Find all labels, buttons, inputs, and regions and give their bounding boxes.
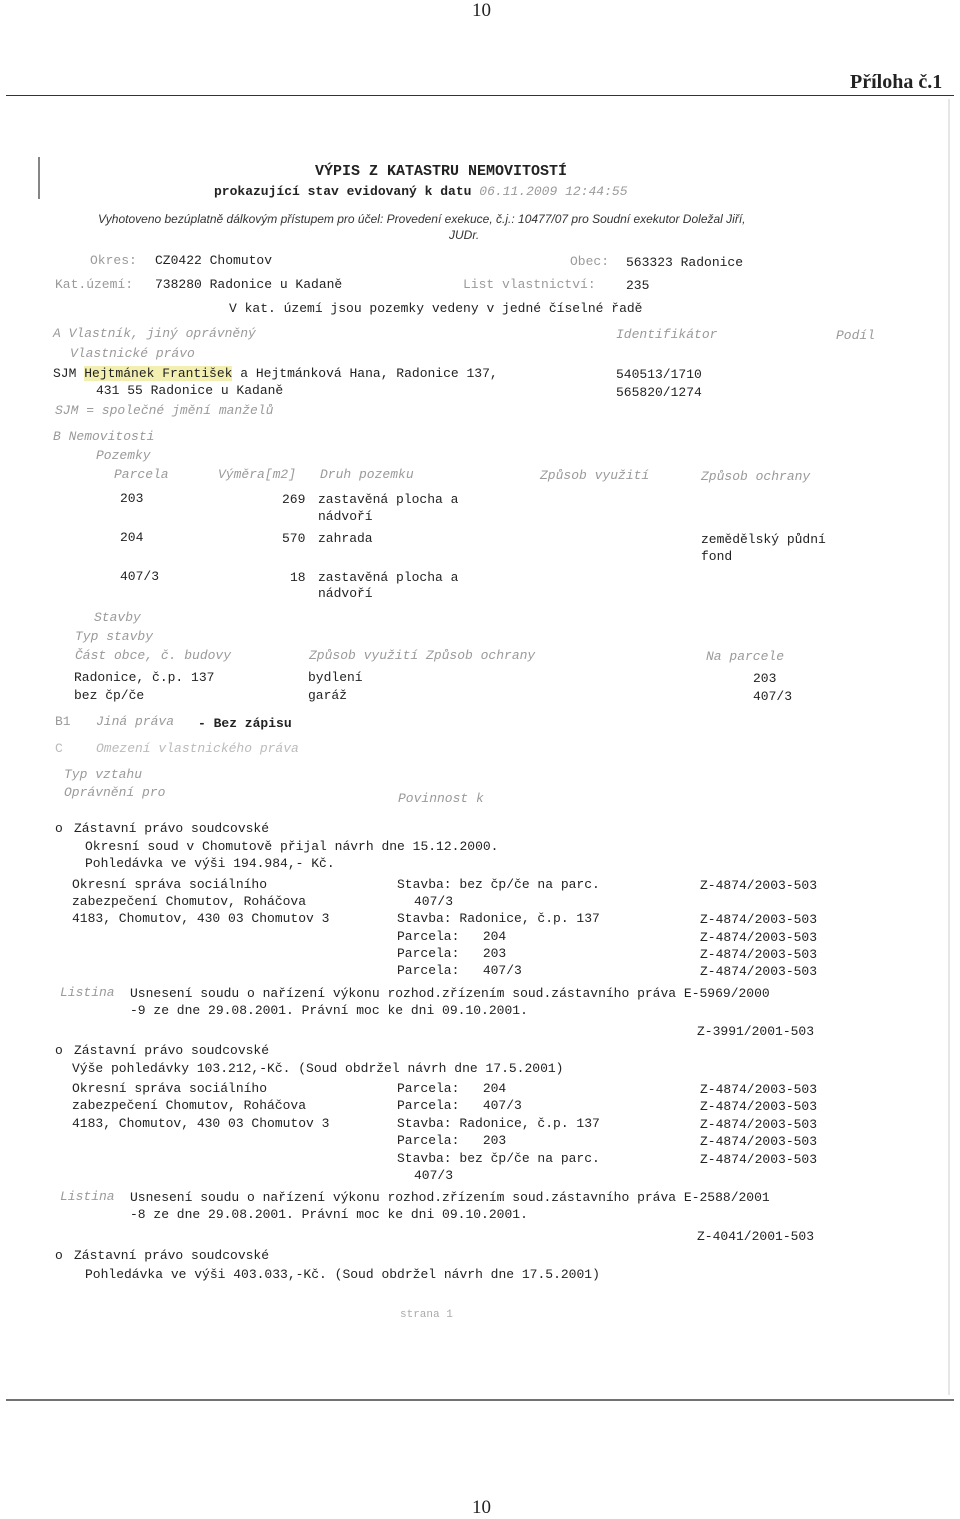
lien-line: Okresní soud v Chomutově přijal návrh dne 15.12.2000.: [85, 839, 499, 854]
listina-text: -9 ze dne 29.08.2001. Právní moc ke dni 09.10.2001.: [130, 1003, 528, 1018]
duty-item: Stavba: Radonice, č.p. 137: [397, 911, 600, 926]
listina-text: Usnesení soudu o nařízení výkonu rozhod.zřízením soud.zástavního práva E-2588/2001: [130, 1190, 770, 1205]
katuzemi-value: 738280 Radonice u Kadaně: [155, 277, 343, 292]
lien-line: Pohledávka ve výši 194.984,- Kč.: [85, 856, 335, 871]
obec-value: 563323 Radonice: [626, 255, 744, 270]
lien-line: Výše pohledávky 103.212,-Kč. (Soud obdržel návrh dne 17.5.2001): [72, 1061, 564, 1076]
parcel-type: zastavěná plocha a: [318, 570, 459, 585]
section-c-heading: Omezení vlastnického práva: [96, 741, 299, 756]
typ-stavby-heading: Typ stavby: [75, 629, 154, 644]
sjm-label: SJM: [53, 366, 77, 381]
section-b1-label: B1: [55, 714, 71, 729]
duty-ref: Z-4874/2003-503: [700, 1134, 818, 1149]
building-parcel: 407/3: [753, 689, 793, 704]
document-title: VÝPIS Z KATASTRU NEMOVITOSTÍ: [315, 163, 568, 180]
owner-rest: a Hejtmánková Hana, Radonice 137,: [240, 366, 498, 381]
col-parcela: Parcela: [114, 467, 169, 482]
typ-vztahu-heading: Typ vztahu: [64, 767, 143, 782]
vlastnicke-pravo-heading: Vlastnické právo: [70, 346, 195, 361]
subtitle-date: 06.11.2009 12:44:55: [479, 184, 628, 199]
duty-ref: Z-4874/2003-503: [700, 930, 818, 945]
parcel-area: 269: [282, 492, 306, 507]
duty-item: Stavba: bez čp/če na parc.: [397, 877, 600, 892]
duty-ref: Z-4874/2003-503: [700, 912, 818, 927]
duty-item: 407/3: [414, 894, 454, 909]
pozemky-heading: Pozemky: [96, 448, 151, 463]
bullet: o: [55, 821, 63, 836]
owner-id-2: 565820/1274: [616, 385, 702, 400]
duty-item: 407/3: [414, 1168, 454, 1183]
creditor-line: zabezpečení Chomutov, Roháčova: [72, 1098, 307, 1113]
parcel-type-cont: nádvoří: [318, 509, 373, 524]
attachment-label: Příloha č.1: [850, 71, 943, 93]
owner-id-1: 540513/1710: [616, 367, 702, 382]
stavby-heading: Stavby: [94, 610, 141, 625]
section-b1-value: - Bez zápisu: [198, 716, 292, 731]
duty-ref: Z-4874/2003-503: [700, 947, 818, 962]
lien-line: Pohledávka ve výši 403.033,-Kč. (Soud obdržel návrh dne 17.5.2001): [85, 1267, 600, 1282]
lien-title: Zástavní právo soudcovské: [74, 1043, 270, 1058]
duty-item: Parcela: 204: [397, 1081, 507, 1096]
duty-ref: Z-4874/2003-503: [700, 1099, 818, 1114]
owner-address: 431 55 Radonice u Kadaně: [96, 383, 284, 398]
katuzemi-note: V kat. území jsou pozemky vedeny v jedné číselné řadě: [229, 301, 643, 316]
col-vymera: Výměra[m2]: [218, 467, 297, 482]
section-a-heading: A Vlastník, jiný oprávněný: [53, 326, 256, 341]
creditor-line: 4183, Chomutov, 430 03 Chomutov 3: [72, 911, 330, 926]
povinnost-k-heading: Povinnost k: [398, 791, 484, 806]
col-na-parcele: Na parcele: [706, 649, 785, 664]
parcel-number: 203: [120, 491, 144, 506]
sjm-note: SJM = společné jmění manželů: [55, 403, 274, 418]
page-footer: strana 1: [400, 1309, 453, 1321]
col-identifikator: Identifikátor: [616, 327, 718, 342]
parcel-type: zastavěná plocha a: [318, 492, 459, 507]
duty-ref: Z-4874/2003-503: [700, 1152, 818, 1167]
building-parcel: 203: [753, 671, 777, 686]
col-ochrana: Způsob ochrany: [701, 469, 811, 484]
col-vyuziti: Způsob využití: [540, 468, 650, 483]
creditor-line: Okresní správa sociálního: [72, 877, 268, 892]
building-name: bez čp/če: [74, 688, 145, 703]
parcel-protection: zemědělský půdní: [701, 532, 826, 547]
owner-highlight: Hejtmánek František: [84, 366, 233, 381]
bullet: o: [55, 1043, 63, 1058]
parcel-number: 204: [120, 530, 144, 545]
duty-item: Parcela: 407/3: [397, 963, 522, 978]
listina-ref: Z-3991/2001-503: [697, 1024, 815, 1039]
list-value: 235: [626, 278, 650, 293]
lien-title: Zástavní právo soudcovské: [74, 821, 270, 836]
creditor-line: Okresní správa sociálního: [72, 1081, 268, 1096]
listina-ref: Z-4041/2001-503: [697, 1229, 815, 1244]
issued-line-2: JUDr.: [449, 228, 480, 242]
col-zpusob: Způsob využití Způsob ochrany: [309, 648, 536, 663]
col-podil: Podíl: [836, 328, 876, 343]
creditor-line: zabezpečení Chomutov, Roháčova: [72, 894, 307, 909]
opravneni-pro-heading: Oprávnění pro: [64, 785, 166, 800]
katuzemi-label: Kat.území:: [55, 277, 134, 292]
section-b1-heading: Jiná práva: [96, 714, 175, 729]
page-number-top: 10: [472, 0, 491, 21]
parcel-type: zahrada: [318, 531, 373, 546]
parcel-area: 570: [282, 531, 306, 546]
listina-label: Listina: [60, 985, 115, 1000]
list-label: List vlastnictví:: [463, 277, 596, 292]
obec-label: Obec:: [570, 254, 610, 269]
duty-ref: Z-4874/2003-503: [700, 1117, 818, 1132]
parcel-type-cont: nádvoří: [318, 586, 373, 601]
duty-ref: Z-4874/2003-503: [700, 1082, 818, 1097]
lien-title: Zástavní právo soudcovské: [74, 1248, 270, 1263]
subtitle-prefix: prokazující stav evidovaný k datu: [214, 184, 472, 199]
section-b-heading: B Nemovitosti: [53, 429, 155, 444]
bullet: o: [55, 1248, 63, 1263]
duty-item: Stavba: Radonice, č.p. 137: [397, 1116, 600, 1131]
duty-item: Parcela: 407/3: [397, 1098, 522, 1113]
building-use: bydlení: [308, 670, 363, 685]
parcel-protection-cont: fond: [701, 549, 733, 564]
duty-ref: Z-4874/2003-503: [700, 964, 818, 979]
okres-value: CZ0422 Chomutov: [155, 253, 273, 268]
parcel-area: 18: [290, 570, 306, 585]
parcel-number: 407/3: [120, 569, 160, 584]
duty-ref: Z-4874/2003-503: [700, 878, 818, 893]
duty-item: Parcela: 203: [397, 1133, 507, 1148]
creditor-line: 4183, Chomutov, 430 03 Chomutov 3: [72, 1116, 330, 1131]
col-cast-obce: Část obce, č. budovy: [75, 648, 232, 663]
page-number-bottom: 10: [472, 1497, 491, 1518]
listina-text: Usnesení soudu o nařízení výkonu rozhod.zřízením soud.zástavního práva E-5969/2000: [130, 986, 770, 1001]
duty-item: Parcela: 203: [397, 946, 507, 961]
building-use: garáž: [308, 688, 348, 703]
duty-item: Stavba: bez čp/če na parc.: [397, 1151, 600, 1166]
issued-line-1: Vyhotoveno bezúplatně dálkovým přístupem pro účel: Provedení exekuce, č.j.: 10477/07 pro Soudní exekutor Doležal Jiří,: [98, 212, 746, 226]
duty-item: Parcela: 204: [397, 929, 507, 944]
section-c-label: C: [55, 741, 63, 756]
building-name: Radonice, č.p. 137: [74, 670, 215, 685]
col-druh: Druh pozemku: [320, 467, 414, 482]
listina-label: Listina: [60, 1189, 115, 1204]
listina-text: -8 ze dne 29.08.2001. Právní moc ke dni 09.10.2001.: [130, 1207, 528, 1222]
okres-label: Okres:: [90, 253, 137, 268]
